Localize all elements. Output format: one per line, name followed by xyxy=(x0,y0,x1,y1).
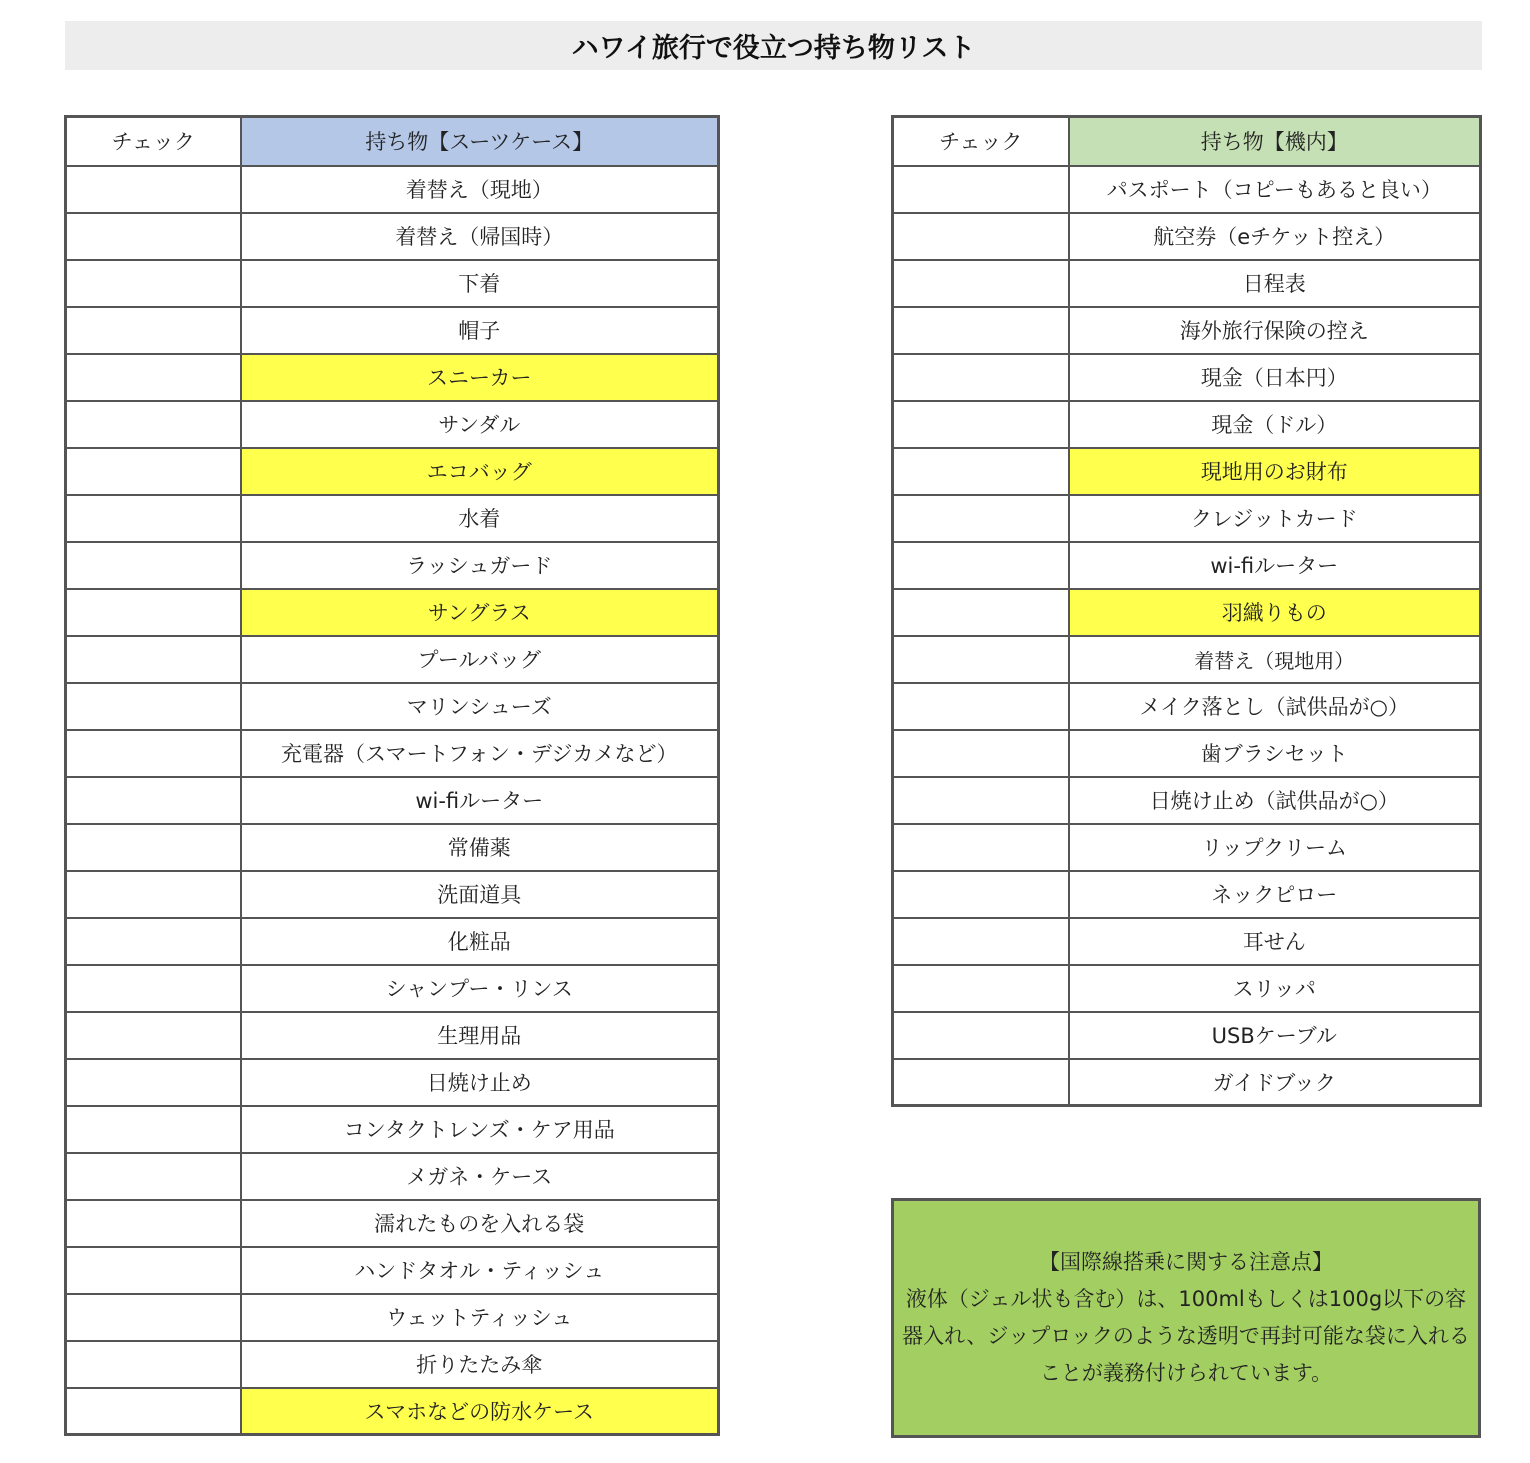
item-cell: 充電器（スマートフォン・デジカメなど） xyxy=(241,730,719,777)
item-cell: 羽織りもの xyxy=(1069,589,1481,636)
checklist-row xyxy=(893,495,1481,542)
notice-heading: 【国際線搭乗に関する注意点】 xyxy=(1039,1250,1333,1274)
item-cell: ラッシュガード xyxy=(241,542,719,589)
checklist-row xyxy=(66,1153,719,1200)
check-cell[interactable] xyxy=(66,166,241,213)
item-cell: スマホなどの防水ケース xyxy=(241,1388,719,1435)
checklist-row xyxy=(66,307,719,354)
checklist-row xyxy=(893,260,1481,307)
checklist-row xyxy=(66,401,719,448)
item-cell: USBケーブル xyxy=(1069,1012,1481,1059)
check-cell[interactable] xyxy=(893,260,1069,307)
checklist-row xyxy=(893,542,1481,589)
item-cell: 水着 xyxy=(241,495,719,542)
check-cell[interactable] xyxy=(893,354,1069,401)
checklist-row xyxy=(66,918,719,965)
item-cell: ガイドブック xyxy=(1069,1059,1481,1106)
item-cell: 日焼け止め（試供品が○） xyxy=(1069,777,1481,824)
checklist-row xyxy=(66,777,719,824)
item-cell: メガネ・ケース xyxy=(241,1153,719,1200)
item-cell: 航空券（eチケット控え） xyxy=(1069,213,1481,260)
check-column-header: チェック xyxy=(893,117,1069,166)
check-cell[interactable] xyxy=(66,1012,241,1059)
checklist-row xyxy=(893,824,1481,871)
check-cell[interactable] xyxy=(893,495,1069,542)
items-column-header: 持ち物【スーツケース】 xyxy=(241,117,719,166)
check-cell[interactable] xyxy=(66,542,241,589)
check-cell[interactable] xyxy=(893,824,1069,871)
check-column-header: チェック xyxy=(66,117,241,166)
item-cell: 海外旅行保険の控え xyxy=(1069,307,1481,354)
notice-line: 器入れ、ジップロックのような透明で再封可能な袋に入れる xyxy=(902,1324,1470,1348)
check-cell[interactable] xyxy=(66,730,241,777)
item-cell: 生理用品 xyxy=(241,1012,719,1059)
check-cell[interactable] xyxy=(66,871,241,918)
checklist-row xyxy=(66,965,719,1012)
check-cell[interactable] xyxy=(66,1200,241,1247)
checklist-row xyxy=(66,730,719,777)
check-cell[interactable] xyxy=(66,448,241,495)
check-cell[interactable] xyxy=(66,965,241,1012)
item-cell: 現金（ドル） xyxy=(1069,401,1481,448)
checklist-row xyxy=(66,1341,719,1388)
notice-line: ことが義務付けられています。 xyxy=(1039,1361,1333,1385)
checklist-row xyxy=(66,1200,719,1247)
checklist-row xyxy=(893,448,1481,495)
check-cell[interactable] xyxy=(893,307,1069,354)
item-cell: wi-fiルーター xyxy=(241,777,719,824)
checklist-row xyxy=(66,636,719,683)
check-cell[interactable] xyxy=(66,354,241,401)
item-cell: 下着 xyxy=(241,260,719,307)
item-cell: 洗面道具 xyxy=(241,871,719,918)
checklist-row xyxy=(66,260,719,307)
check-cell[interactable] xyxy=(66,1388,241,1435)
check-cell[interactable] xyxy=(66,1294,241,1341)
check-cell[interactable] xyxy=(893,1059,1069,1106)
checklist-row xyxy=(893,918,1481,965)
item-cell: 帽子 xyxy=(241,307,719,354)
check-cell[interactable] xyxy=(66,1341,241,1388)
checklist-row xyxy=(893,1012,1481,1059)
check-cell[interactable] xyxy=(66,824,241,871)
check-cell[interactable] xyxy=(66,1059,241,1106)
checklist-row xyxy=(893,307,1481,354)
item-cell: サングラス xyxy=(241,589,719,636)
item-cell: 現地用のお財布 xyxy=(1069,448,1481,495)
checklist-row xyxy=(66,824,719,871)
check-cell[interactable] xyxy=(893,213,1069,260)
check-cell[interactable] xyxy=(66,307,241,354)
check-cell[interactable] xyxy=(893,401,1069,448)
item-cell: 現金（日本円） xyxy=(1069,354,1481,401)
checklist-row xyxy=(66,1294,719,1341)
checklist-row xyxy=(893,777,1481,824)
check-cell[interactable] xyxy=(893,589,1069,636)
checklist-row xyxy=(66,354,719,401)
check-cell[interactable] xyxy=(893,918,1069,965)
item-cell: 歯ブラシセット xyxy=(1069,730,1481,777)
checklist-row xyxy=(66,448,719,495)
checklist-row xyxy=(893,871,1481,918)
check-cell[interactable] xyxy=(893,166,1069,213)
item-cell: 耳せん xyxy=(1069,918,1481,965)
checklist-row xyxy=(66,166,719,213)
check-cell[interactable] xyxy=(893,730,1069,777)
check-cell[interactable] xyxy=(66,918,241,965)
item-cell: 濡れたものを入れる袋 xyxy=(241,1200,719,1247)
item-cell: スリッパ xyxy=(1069,965,1481,1012)
item-cell: プールバッグ xyxy=(241,636,719,683)
item-cell: シャンプー・リンス xyxy=(241,965,719,1012)
checklist-row xyxy=(893,1059,1481,1106)
item-cell: スニーカー xyxy=(241,354,719,401)
check-cell[interactable] xyxy=(893,965,1069,1012)
checklist-row xyxy=(66,213,719,260)
check-cell[interactable] xyxy=(66,683,241,730)
boarding-notice-box xyxy=(891,1198,1481,1438)
checklist-row xyxy=(893,965,1481,1012)
item-cell: ウェットティッシュ xyxy=(241,1294,719,1341)
check-cell[interactable] xyxy=(66,1153,241,1200)
checklist-row xyxy=(893,683,1481,730)
item-cell: 折りたたみ傘 xyxy=(241,1341,719,1388)
item-cell: 化粧品 xyxy=(241,918,719,965)
item-cell: パスポート（コピーもあると良い） xyxy=(1069,166,1481,213)
item-cell: サンダル xyxy=(241,401,719,448)
checklist-row xyxy=(66,589,719,636)
check-cell[interactable] xyxy=(893,871,1069,918)
notice-line: 液体（ジェル状も含む）は、100mlもしくは100g以下の容 xyxy=(905,1287,1467,1311)
checklist-row xyxy=(66,683,719,730)
checklist-row xyxy=(893,401,1481,448)
checklist-row xyxy=(66,1106,719,1153)
check-cell[interactable] xyxy=(66,260,241,307)
suitcase-checklist-table xyxy=(64,115,720,1436)
item-cell: クレジットカード xyxy=(1069,495,1481,542)
checklist-row xyxy=(66,871,719,918)
checklist-row xyxy=(66,1247,719,1294)
check-cell[interactable] xyxy=(66,589,241,636)
checklist-row xyxy=(893,166,1481,213)
check-cell[interactable] xyxy=(66,636,241,683)
page-title: ハワイ旅行で役立つ持ち物リスト xyxy=(65,21,1482,70)
check-cell[interactable] xyxy=(66,213,241,260)
item-cell: 日焼け止め xyxy=(241,1059,719,1106)
checklist-row xyxy=(66,1059,719,1106)
check-cell[interactable] xyxy=(893,636,1069,683)
item-cell: ハンドタオル・ティッシュ xyxy=(241,1247,719,1294)
check-cell[interactable] xyxy=(893,683,1069,730)
checklist-row xyxy=(66,495,719,542)
item-cell: wi-fiルーター xyxy=(1069,542,1481,589)
checklist-row xyxy=(893,636,1481,683)
check-cell[interactable] xyxy=(66,495,241,542)
item-cell: メイク落とし（試供品が○） xyxy=(1069,683,1481,730)
checklist-row xyxy=(893,730,1481,777)
item-cell: 着替え（現地用） xyxy=(1069,636,1481,683)
checklist-row xyxy=(893,213,1481,260)
check-cell[interactable] xyxy=(66,1106,241,1153)
checklist-row xyxy=(893,354,1481,401)
checklist-row xyxy=(893,589,1481,636)
check-cell[interactable] xyxy=(66,1247,241,1294)
item-cell: 日程表 xyxy=(1069,260,1481,307)
item-cell: 着替え（帰国時） xyxy=(241,213,719,260)
check-cell[interactable] xyxy=(893,448,1069,495)
item-cell: 常備薬 xyxy=(241,824,719,871)
checklist-row xyxy=(66,1388,719,1435)
item-cell: マリンシューズ xyxy=(241,683,719,730)
cabin-checklist-table xyxy=(891,115,1482,1107)
item-cell: リップクリーム xyxy=(1069,824,1481,871)
checklist-row xyxy=(66,542,719,589)
check-cell[interactable] xyxy=(893,777,1069,824)
item-cell: 着替え（現地） xyxy=(241,166,719,213)
items-column-header: 持ち物【機内】 xyxy=(1069,117,1481,166)
check-cell[interactable] xyxy=(893,1012,1069,1059)
check-cell[interactable] xyxy=(893,542,1069,589)
check-cell[interactable] xyxy=(66,401,241,448)
item-cell: エコバッグ xyxy=(241,448,719,495)
checklist-row xyxy=(66,1012,719,1059)
check-cell[interactable] xyxy=(66,777,241,824)
item-cell: ネックピロー xyxy=(1069,871,1481,918)
item-cell: コンタクトレンズ・ケア用品 xyxy=(241,1106,719,1153)
